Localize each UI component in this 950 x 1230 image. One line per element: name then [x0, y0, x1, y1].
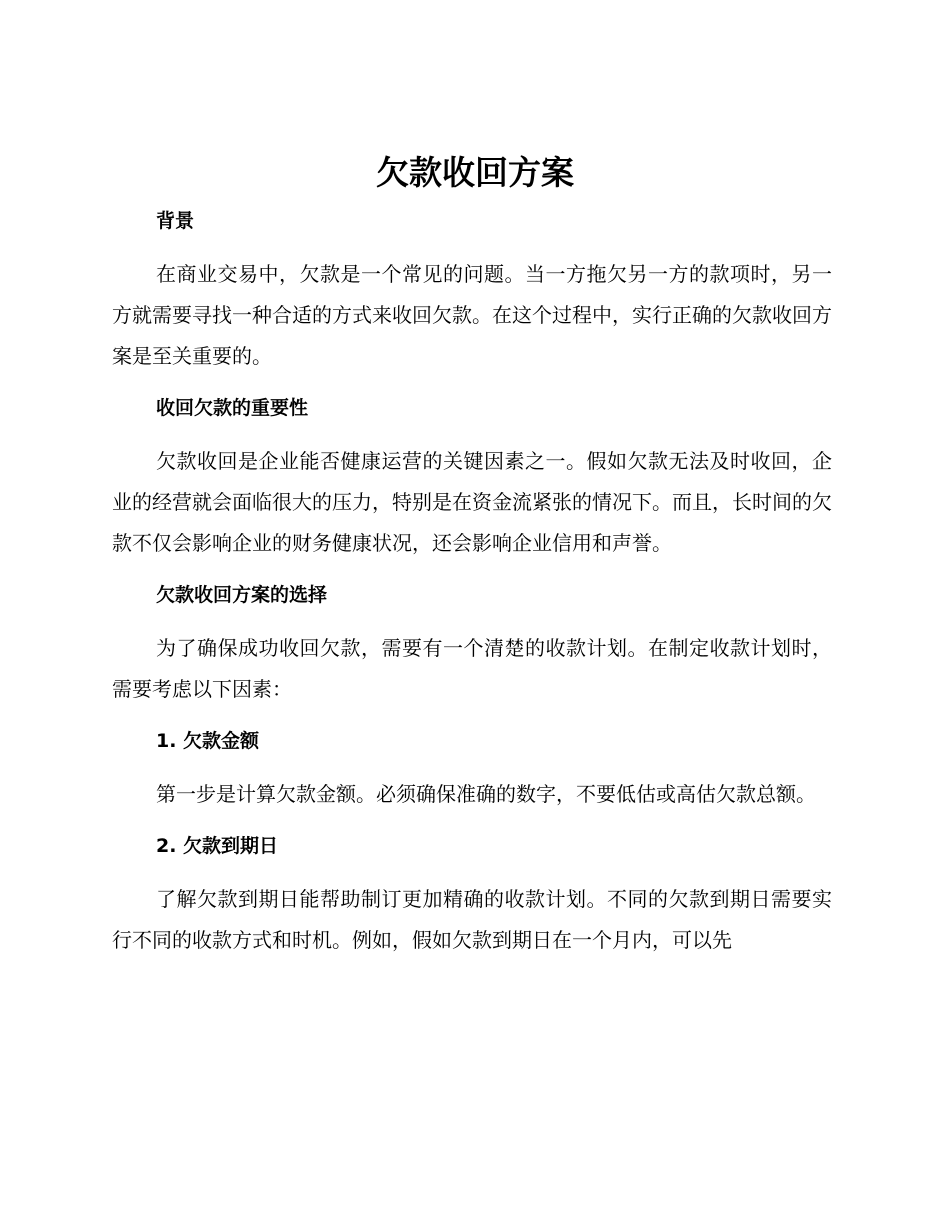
document-body	[112, 202, 832, 961]
section-paragraph: 为了确保成功收回欠款，需要有一个清楚的收款计划。在制定收款计划时，需要考虑以下因素：	[112, 636, 832, 701]
section-paragraph: 欠款收回是企业能否健康运营的关键因素之一。假如欠款无法及时收回，企业的经营就会面临很大的压力，特别是在资金流紧张的情况下。而且，长时间的欠款不仅会影响企业的财务健康状况，还会影响企业信用和声誉。	[112, 449, 832, 555]
section-heading: 欠款收回方案的选择	[156, 584, 328, 606]
section-paragraph: 了解欠款到期日能帮助制订更加精确的收款计划。不同的欠款到期日需要实行不同的收款方式和时机。例如，假如欠款到期日在一个月内，可以先	[112, 887, 832, 952]
section-heading: 2. 欠款到期日	[156, 835, 279, 857]
section-plan-selection	[112, 576, 832, 710]
section-due-date	[112, 827, 832, 961]
section-debt-amount	[112, 722, 832, 815]
section-paragraph: 在商业交易中，欠款是一个常见的问题。当一方拖欠另一方的款项时，另一方就需要寻找一种合适的方式来收回欠款。在这个过程中，实行正确的欠款收回方案是至关重要的。	[112, 262, 832, 368]
document-title: 欠款收回方案	[376, 153, 574, 192]
section-paragraph: 第一步是计算欠款金额。必须确保准确的数字，不要低估或高估欠款总额。	[156, 782, 816, 806]
section-importance	[112, 389, 832, 564]
section-heading: 收回欠款的重要性	[156, 397, 309, 419]
section-background	[112, 202, 832, 377]
section-heading: 1. 欠款金额	[156, 730, 260, 752]
section-heading: 背景	[156, 210, 195, 232]
